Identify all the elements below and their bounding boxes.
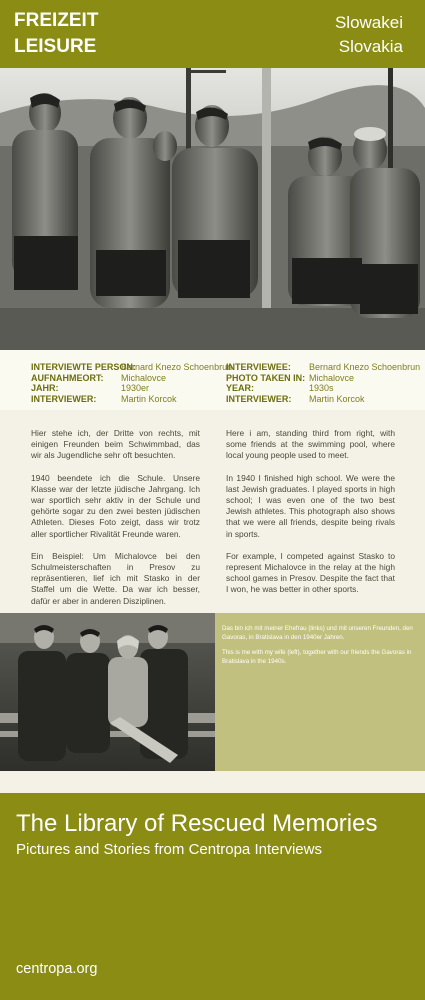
info-english <box>226 362 420 404</box>
country-english: Slovakia <box>338 37 403 56</box>
photo-info-panel <box>0 350 425 410</box>
info-row <box>226 394 420 405</box>
info-key: INTERVIEWEE: <box>226 362 291 372</box>
info-key: INTERVIEWER: <box>31 393 97 404</box>
info-value: Michalovce <box>121 372 167 383</box>
story-english <box>226 428 395 607</box>
couple-with-friends-photo <box>0 613 215 771</box>
swimming-pool-photo-image <box>0 68 425 350</box>
info-german <box>31 362 232 404</box>
info-value: Bernard Knezo Schoenbrun <box>309 362 421 372</box>
country-german: Slowakei <box>334 13 403 32</box>
title-german: FREIZEIT <box>14 10 99 31</box>
story-paragraph: Here i am, standing third from right, with some friends at the swimming pool, where local young people used to meet. <box>226 428 395 461</box>
info-key: AUFNAHMEORT: <box>31 372 104 383</box>
info-key: JAHR: <box>31 383 59 393</box>
info-key: INTERVIEWTE PERSON: <box>31 362 136 372</box>
story-paragraph: In 1940 I finished high school. We were the last Jewish graduates. I played sports in high school; I was even one of the two best Jewish athletes. This photograph also shows that we were all friends, despite being rivals in sports. <box>226 472 395 539</box>
title-english: LEISURE <box>14 36 97 57</box>
footer-banner <box>0 793 425 1000</box>
story-paragraph: For example, I competed against Stasko to represent Michalovce in the relay at the high school games in Presov. Despite the fact that I won, he was better in other sports. <box>226 550 395 595</box>
info-value: Bernard Knezo Schoenbrun <box>121 362 233 372</box>
swimming-pool-group-photo <box>0 68 425 350</box>
photo-caption-box <box>215 613 425 771</box>
website-link[interactable]: centropa.org <box>16 961 98 977</box>
info-value: Michalovce <box>309 372 355 383</box>
header-banner <box>0 0 425 68</box>
library-subtitle: Pictures and Stories from Centropa Interviews <box>16 841 322 858</box>
info-row <box>31 394 232 405</box>
info-row <box>226 373 420 384</box>
info-key: PHOTO TAKEN IN: <box>226 372 306 383</box>
info-row <box>31 373 232 384</box>
info-row <box>31 362 232 373</box>
info-value: 1930er <box>121 383 150 393</box>
info-row <box>31 383 232 394</box>
caption-german: Das bin ich mit meiner Ehefrau (links) und mit unseren Freunden, den Gavoras, in Bratislava in den 1940er Jahren. <box>222 625 413 641</box>
story-paragraph: Ein Beispiel: Um Michalovce bei den Schulmeisterschaften in Presov zu repräsentieren, lief ich mit Stasko in der Staffel um die Wette. Da war ich besser, dafür er aber in anderen Disziplinen. <box>31 550 200 606</box>
info-key: YEAR: <box>226 383 255 393</box>
library-title: The Library of Rescued Memories <box>16 810 378 837</box>
couple-photo-image <box>0 613 215 771</box>
country-label <box>335 11 403 59</box>
info-row <box>226 362 420 373</box>
info-value: 1930s <box>309 383 334 393</box>
info-value: Martin Korcok <box>309 393 365 404</box>
section-title <box>14 8 98 60</box>
story-german <box>31 428 200 618</box>
info-row <box>226 383 420 394</box>
story-paragraph: 1940 beendete ich die Schule. Unsere Klasse war der letzte jüdische Jahrgang. Ich war sportlich sehr aktiv in der Schule und gehörte sogar zu den zwei besten jüdischen Athleten. Dieses Foto zeigt, dass wir trotz aller sportlicher Rivalität Freunde waren. <box>31 472 200 539</box>
caption-english: This is me with my wife (left), together with our friends the Gavoras in Bratislava in the 1940s. <box>222 649 412 665</box>
story-paragraph: Hier stehe ich, der Dritte von rechts, mit einigen Freunden beim Schwimmbad, das wir als Jugendliche sehr oft besuchten. <box>31 428 200 461</box>
info-key: INTERVIEWER: <box>226 393 292 404</box>
info-value: Martin Korcok <box>121 393 177 404</box>
